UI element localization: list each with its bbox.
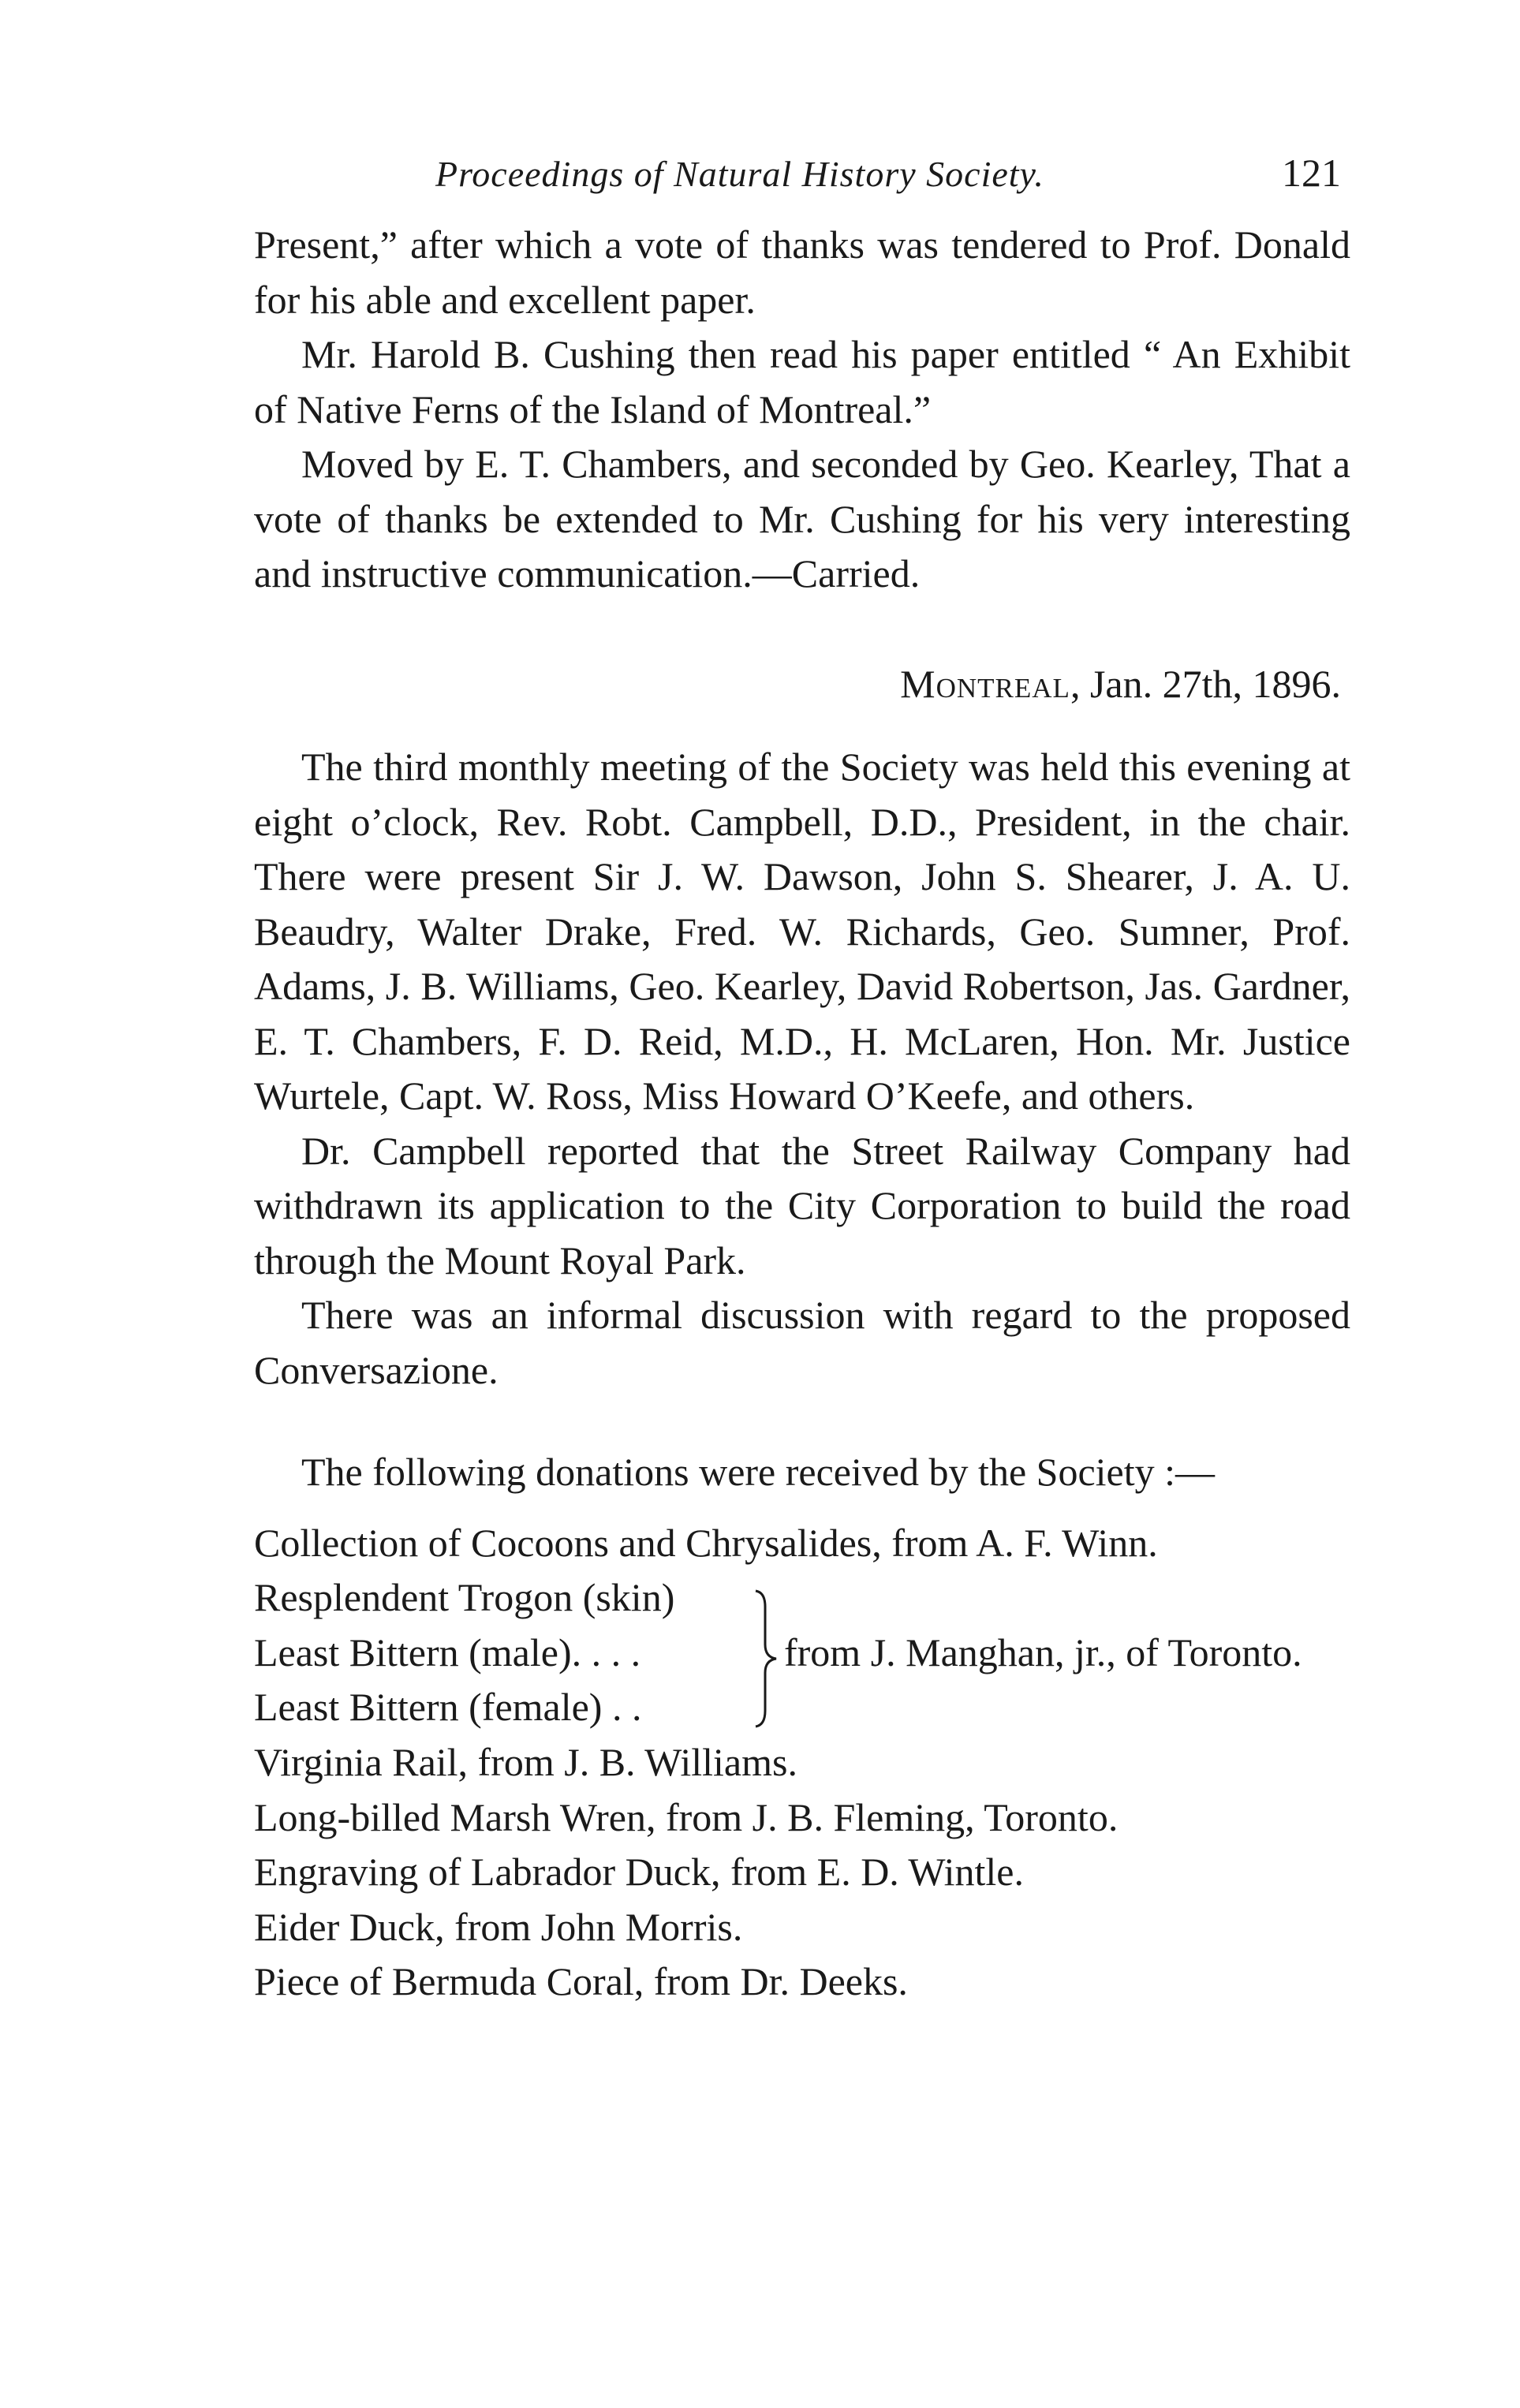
- donation-item: Piece of Bermuda Coral, from Dr. Deeks.: [254, 1959, 908, 2003]
- donation-source: from J. Manghan, jr., of Toronto.: [784, 1630, 1302, 1674]
- donation-item: Long-billed Marsh Wren, from J. B. Fleming, Toronto.: [254, 1794, 1119, 1839]
- donation-item: Least Bittern (male). . . .: [254, 1630, 641, 1674]
- curly-brace-icon: [751, 1588, 782, 1730]
- meeting-dateline: [254, 657, 1341, 712]
- paragraph: Moved by E. T. Chambers, and seconded by Geo. Kearley, That a vote of thanks be extended to Mr. Cushing for his very interesting and instructive communication.—Carried.: [254, 442, 1350, 595]
- page-number: 121: [1282, 151, 1341, 195]
- donation-item: Eider Duck, from John Morris.: [254, 1904, 743, 1949]
- donation-item: Least Bittern (female) . .: [254, 1685, 642, 1729]
- donation-item: Engraving of Labrador Duck, from E. D. Wintle.: [254, 1850, 1024, 1894]
- donation-item: Collection of Cocoons and Chrysalides, from A. F. Winn.: [254, 1520, 1158, 1565]
- running-head: [254, 150, 1350, 218]
- meeting-place: Montreal: [900, 661, 1070, 706]
- paragraph: The third monthly meeting of the Society was held this evening at eight o’clock, Rev. Robt. Campbell, D.D., President, in the chair. There were present Sir J. W. Dawson, John S. Shearer, J. A. U. Beaudry, Walter Drake, Fred. W. Richards, Geo. Sumner, Prof. Adams, J. B. Williams, Geo. Kearley, David Robertson, Jas. Gardner, E. T. Chambers, F. D. Reid, M.D., H. McLaren, Hon. Mr. Justice Wurtele, Capt. W. Ross, Miss Howard O’Keefe, and others.: [254, 745, 1350, 1118]
- running-title: Proceedings of Natural History Society.: [435, 154, 1044, 194]
- donation-item: Resplendent Trogon (skin): [254, 1575, 675, 1619]
- donation-brace-group: [254, 1570, 1350, 1735]
- book-page: [254, 150, 1350, 2010]
- paragraph: There was an informal discussion with regard to the proposed Conversazione.: [254, 1293, 1350, 1392]
- meeting-date: , Jan. 27th, 1896.: [1070, 661, 1341, 706]
- donations-intro: The following donations were received by the Society :—: [301, 1450, 1216, 1494]
- paragraph: Mr. Harold B. Cushing then read his paper entitled “ An Exhibit of Native Ferns of the Island of Montreal.”: [254, 332, 1350, 431]
- paragraph: Dr. Campbell reported that the Street Railway Company had withdrawn its application to the City Corporation to build the road through the Mount Royal Park.: [254, 1128, 1350, 1282]
- paragraph: Present,” after which a vote of thanks was tendered to Prof. Donald for his able and excellent paper.: [254, 222, 1350, 322]
- donation-item: Virginia Rail, from J. B. Williams.: [254, 1740, 797, 1784]
